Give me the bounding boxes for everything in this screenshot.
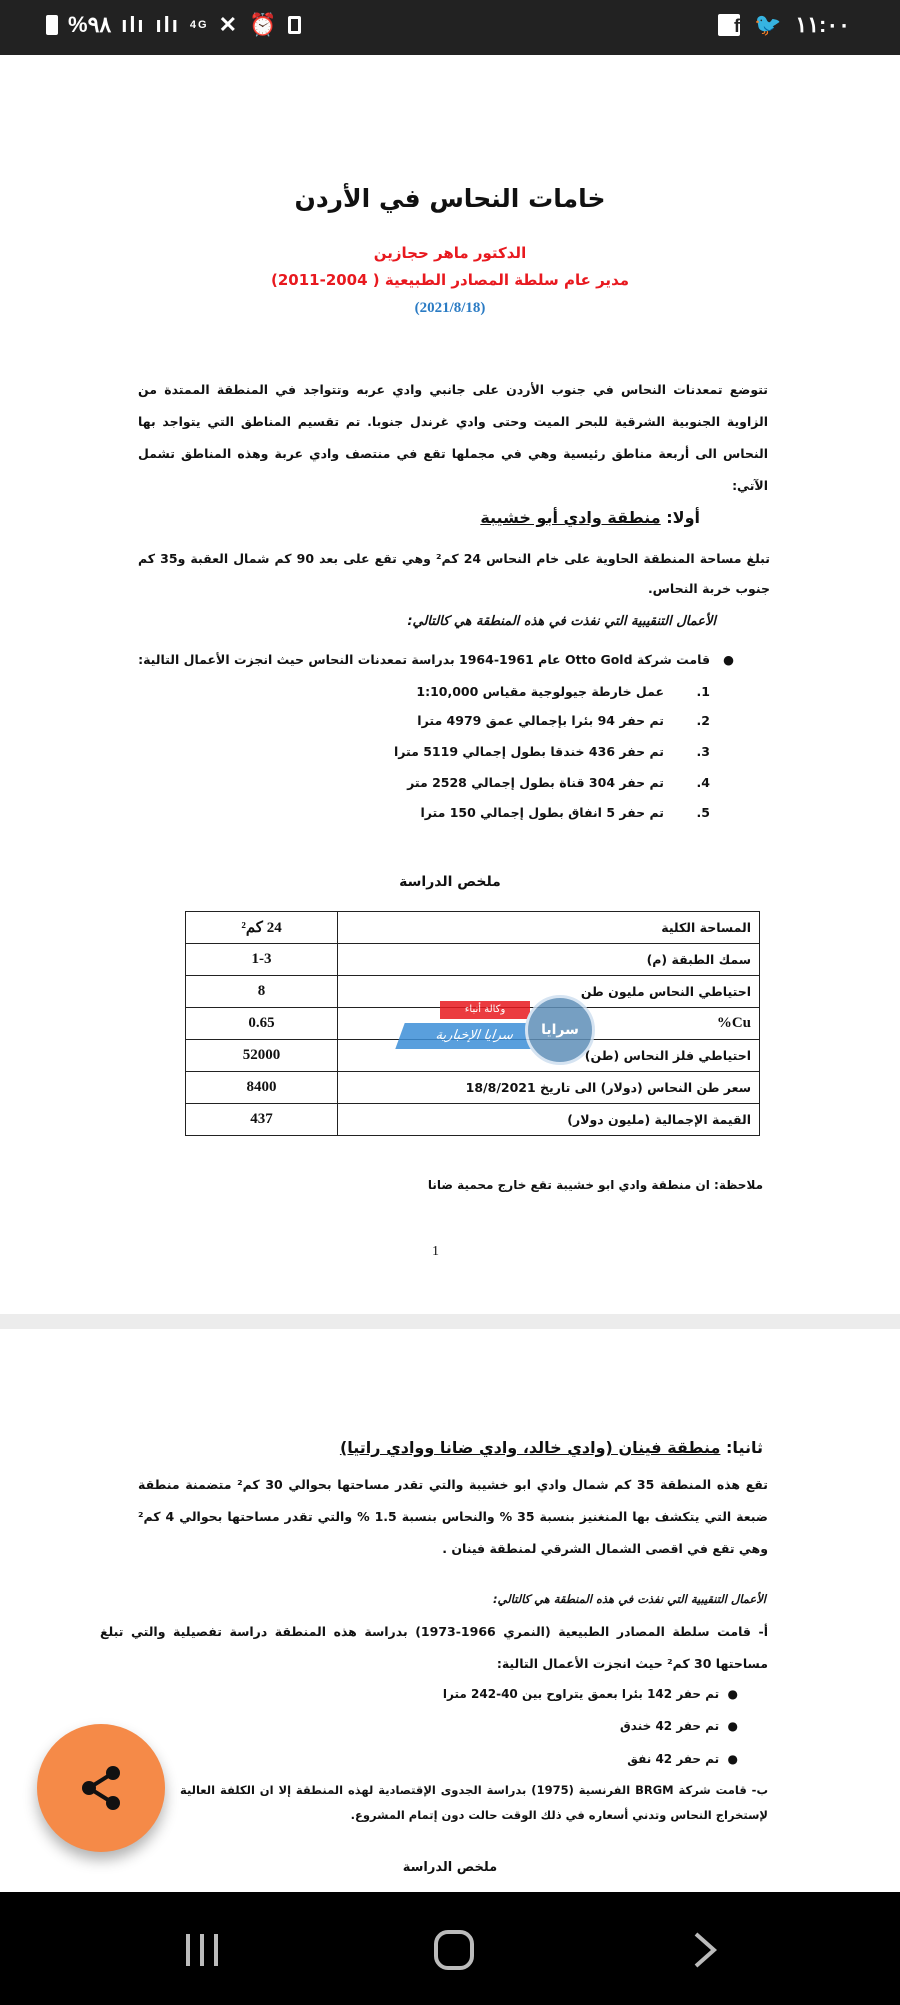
list-text: تم حفر 94 بئرا بإجمالي عمق 4979 مترا xyxy=(417,713,664,728)
bullet-dot: ● xyxy=(719,1752,738,1766)
home-button[interactable] xyxy=(432,1928,476,1972)
list-number: 3. xyxy=(696,744,710,759)
document-date: (2021/8/18) xyxy=(414,300,486,316)
table-row xyxy=(186,1072,760,1104)
table-row xyxy=(186,912,760,944)
watermark-circle: سرايا xyxy=(525,995,595,1065)
battery-level: %٩٨ xyxy=(68,12,112,37)
intro-paragraph: تتوضع تمعدنات النحاس في جنوب الأردن على جانبي وادي عربه وتتواجد في المنطقة الممتدة من الزاوية الجنوبية الشرقية للبحر الميت وحتى وادي غرندل جنوبا. تم تقسيم المناطق التي يتواجد بها النحاس الى أربعة مناطق رئيسية وهي في مجملها تقع في منتصف وادي عربة وهذه المناطق تشمل الآتي: xyxy=(138,382,768,493)
bullet-text: تم حفر 142 بئرا بعمق يتراوح بين 40-242 مترا xyxy=(442,1687,720,1701)
table-value: 8400 xyxy=(186,1072,338,1104)
facebook-icon: f xyxy=(718,14,740,36)
table-value: 437 xyxy=(186,1104,338,1136)
bullet-item xyxy=(620,1719,738,1733)
author-name: الدكتور ماهر حجازين xyxy=(373,244,527,262)
works-heading-2: الأعمال التنقيبية التي نفذت في هذه المنطقة هي كالتالي: xyxy=(492,1592,766,1606)
table-label: القيمة الإجمالية (مليون دولار) xyxy=(338,1104,760,1136)
page-title: خامات النحاس في الأردن xyxy=(294,184,606,213)
watermark-line1: وكالة أنباء xyxy=(440,1001,530,1019)
author-position: مدير عام سلطة المصادر الطبيعية ( 2004-2011) xyxy=(270,271,630,289)
battery-icon xyxy=(46,15,58,35)
works-heading: الأعمال التنقيبية التي نفذت في هذه المنطقة هي كالتالي: xyxy=(407,614,716,629)
twitter-icon: 🐦 xyxy=(754,12,782,37)
list-item xyxy=(407,775,710,790)
table-title-2: ملخص الدراسة xyxy=(402,1860,498,1875)
bullet-item xyxy=(443,1687,738,1701)
page-number: 1 xyxy=(432,1244,439,1259)
list-number: 2. xyxy=(696,713,710,728)
alarm-icon: ⏰ xyxy=(249,12,279,37)
list-text: تم حفر 436 خندقا بطول إجمالي 5119 مترا xyxy=(393,744,664,759)
list-item xyxy=(420,805,710,820)
table-label: سمك الطبقة (م) xyxy=(338,944,760,976)
section2-prefix: ثانيا: xyxy=(726,1438,763,1457)
bullet-text: قامت شركة Otto Gold عام 1961-1964 بدراسة تمعدنات النحاس حيث انجزت الأعمال التالية: xyxy=(138,652,711,667)
table-row xyxy=(186,1104,760,1136)
watermark-logo xyxy=(400,995,600,1065)
bullet-dot: ● xyxy=(719,1719,738,1733)
list-text: عمل خارطة جيولوجية مقياس 1:10,000 xyxy=(416,684,664,699)
bullet-dot: ● xyxy=(710,652,734,667)
list-item xyxy=(394,744,710,759)
section2-title: منطقة فينان (وادي خالد، وادي ضانا ووادي راتيا) xyxy=(339,1438,721,1457)
note: ملاحظة: ان منطقة وادي ابو خشيبة تقع خارج محمية ضانا xyxy=(427,1178,763,1192)
back-button[interactable] xyxy=(690,1930,720,1970)
table-label: Cu% xyxy=(338,1008,760,1040)
table-label: سعر طن النحاس (دولار) الى تاريخ 18/8/2021 xyxy=(338,1072,760,1104)
list-number: 4. xyxy=(696,775,710,790)
status-bar xyxy=(0,0,900,55)
table-title: ملخص الدراسة xyxy=(399,874,501,890)
bullet-item xyxy=(627,1752,738,1766)
table-value: 24 كم² xyxy=(186,912,338,944)
section1-prefix: أولا: xyxy=(666,508,700,527)
section1-title: منطقة وادي أبو خشيبة xyxy=(480,508,661,527)
share-icon xyxy=(79,1764,123,1812)
table-label: احتياطي فلز النحاس (طن) xyxy=(338,1040,760,1072)
bullet-item xyxy=(138,652,734,667)
table-value: 52000 xyxy=(186,1040,338,1072)
table-label: احتياطي النحاس مليون طن xyxy=(338,976,760,1008)
section1-text: تبلغ مساحة المنطقة الحاوية على خام النحاس 24 كم² وهي تقع على بعد 90 كم شمال العقبة و35 كم جنوب خربة النحاس. xyxy=(138,551,770,596)
signal-icon: ılı xyxy=(121,12,146,37)
bullet-text: تم حفر 42 خندق xyxy=(620,1719,720,1733)
4g-icon: 4G xyxy=(189,19,209,31)
watermark-line2: سرايا الإخبارية xyxy=(395,1023,554,1049)
table-value: 1-3 xyxy=(186,944,338,976)
bullet-dot: ● xyxy=(719,1687,738,1701)
list-text: تم حفر 304 قناة بطول إجمالي 2528 متر xyxy=(407,775,664,790)
section2-text: تقع هذه المنطقة 35 كم شمال وادي ابو خشيبة والتي تقدر مساحتها بحوالي 30 كم² متضمنة منطقة ضبعة التي يتكشف بها المنغنيز بنسبة 35 % والنحاس بنسبة 1.5 % والتي تقدر مساحتها بحوالي 4 كم² وهي تقع في اقصى الشمال الشرقي لمنطقة فينان . xyxy=(138,1477,768,1556)
list-number: 1. xyxy=(696,684,710,699)
table-value: 0.65 xyxy=(186,1008,338,1040)
list-number: 5. xyxy=(696,805,710,820)
item-b: ب- قامت شركة BRGM الفرنسية (1975) بدراسة الجدوى الإقتصادية لهذه المنطقة إلا ان الكلفة العالية لإستخراج النحاس وتدني أسعاره في ذلك الوقت حالت دون إتمام المشروع. xyxy=(180,1783,768,1822)
navigation-bar xyxy=(0,1892,900,2005)
item-a: أ- قامت سلطة المصادر الطبيعية (النمري 1966-1973) بدراسة هذه المنطقة دراسة تفصيلية والتي تبلغ مساحتها 30 كم² حيث انجزت الأعمال التالية: xyxy=(100,1624,768,1671)
table-label: المساحة الكلية xyxy=(338,912,760,944)
bullet-text: تم حفر 42 نفق xyxy=(627,1752,720,1766)
download-icon xyxy=(288,16,301,34)
list-text: تم حفر 5 انفاق بطول إجمالي 150 مترا xyxy=(420,805,664,820)
list-item xyxy=(416,684,710,699)
table-row xyxy=(186,944,760,976)
section2-heading xyxy=(340,1438,763,1457)
recent-apps-button[interactable] xyxy=(182,1930,222,1970)
list-item xyxy=(417,713,710,728)
clock: ١١:٠٠ xyxy=(795,12,850,37)
signal-icon: ılı xyxy=(155,12,180,37)
table-value: 8 xyxy=(186,976,338,1008)
section1-heading xyxy=(480,508,700,527)
mute-icon: ✕ xyxy=(218,12,240,37)
share-button[interactable] xyxy=(37,1724,165,1852)
